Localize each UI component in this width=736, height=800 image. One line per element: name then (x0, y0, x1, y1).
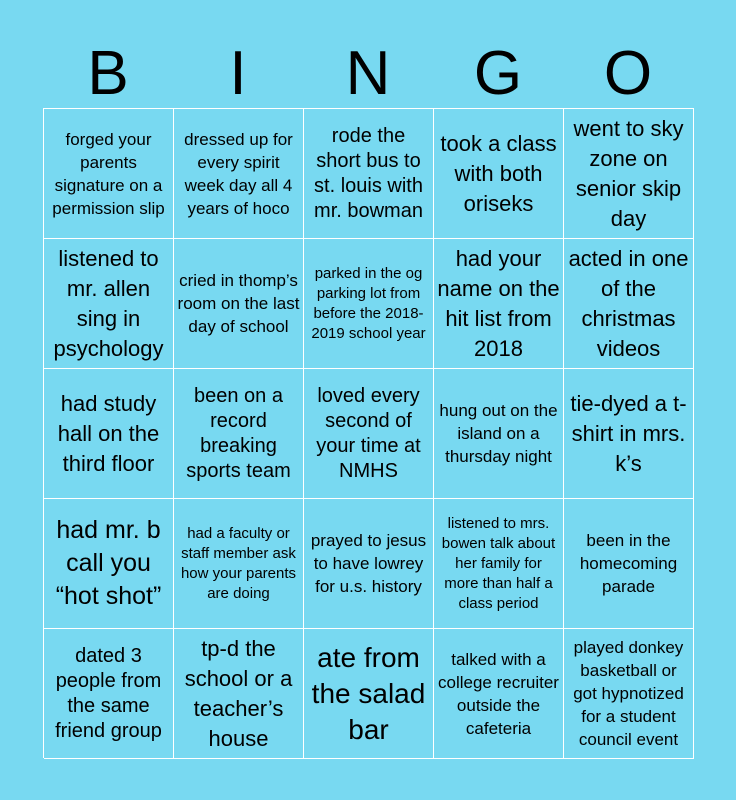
cell-text: parked in the og parking lot from before the 2018-2019 school year (311, 264, 426, 342)
cell-text: dated 3 people from the same friend group (55, 644, 162, 742)
bingo-cell-r1c5[interactable] (564, 109, 694, 239)
cell-text: been in the homecoming parade (579, 531, 678, 596)
bingo-cell-r2c1[interactable] (44, 239, 174, 369)
cell-text: loved every second of your time at NMHS (316, 384, 421, 482)
header-letter-i: I (229, 39, 247, 108)
bingo-cell-r5c5[interactable] (564, 629, 694, 759)
cell-text: went to sky zone on senior skip day (573, 115, 684, 231)
bingo-cell-r4c4[interactable] (434, 499, 564, 629)
bingo-header (43, 40, 693, 108)
cell-text: rode the short bus to st. louis with mr. bowman (314, 124, 423, 222)
bingo-cell-r3c1[interactable] (44, 369, 174, 499)
bingo-cell-r2c2[interactable] (174, 239, 304, 369)
bingo-cell-r5c4[interactable] (434, 629, 564, 759)
cell-text: prayed to jesus to have lowrey for u.s. history (310, 531, 427, 596)
cell-text: ate from the salad bar (311, 641, 426, 745)
cell-text: tie-dyed a t-shirt in mrs. k’s (570, 390, 687, 476)
cell-text: listened to mrs. bowen talk about her family for more than half a class period (441, 514, 556, 612)
bingo-cell-r1c2[interactable] (174, 109, 304, 239)
cell-text: had a faculty or staff member ask how your parents are doing (180, 524, 297, 602)
bingo-board (43, 108, 694, 758)
bingo-cell-r4c5[interactable] (564, 499, 694, 629)
cell-text: acted in one of the christmas videos (568, 245, 689, 361)
bingo-cell-r1c3[interactable] (304, 109, 434, 239)
cell-text: had mr. b call you “hot shot” (55, 516, 162, 610)
cell-text: had your name on the hit list from 2018 (437, 245, 560, 361)
cell-text: cried in thomp’s room on the last day of school (177, 271, 300, 336)
cell-text: talked with a college recruiter outside the cafeteria (438, 649, 559, 738)
bingo-cell-r2c5[interactable] (564, 239, 694, 369)
bingo-cell-r1c1[interactable] (44, 109, 174, 239)
bingo-cell-r4c3[interactable] (304, 499, 434, 629)
bingo-cell-r3c2[interactable] (174, 369, 304, 499)
bingo-cell-r4c2[interactable] (174, 499, 304, 629)
bingo-cell-r5c2[interactable] (174, 629, 304, 759)
bingo-cell-r2c3[interactable] (304, 239, 434, 369)
cell-text: listened to mr. allen sing in psychology (53, 245, 164, 361)
cell-text: had study hall on the third floor (57, 390, 160, 476)
header-letter-g: G (473, 39, 523, 108)
bingo-cell-r3c4[interactable] (434, 369, 564, 499)
cell-text: hung out on the island on a thursday night (439, 401, 558, 466)
cell-text: forged your parents signature on a permission slip (52, 129, 165, 218)
cell-text: took a class with both oriseks (440, 130, 557, 216)
cell-text: been on a record breaking sports team (186, 384, 291, 482)
cell-text: tp-d the school or a teacher’s house (184, 635, 293, 751)
bingo-cell-r5c1[interactable] (44, 629, 174, 759)
cell-text: played donkey basketball or got hypnotized for a student council event (573, 638, 684, 749)
bingo-cell-r3c3[interactable] (304, 369, 434, 499)
bingo-cell-r4c1[interactable] (44, 499, 174, 629)
header-letter-n: N (345, 39, 391, 108)
header-letter-o: O (603, 39, 653, 108)
bingo-cell-r2c4[interactable] (434, 239, 564, 369)
bingo-cell-r3c5[interactable] (564, 369, 694, 499)
bingo-cell-r5c3[interactable] (304, 629, 434, 759)
cell-text: dressed up for every spirit week day all 4 years of hoco (184, 129, 293, 218)
bingo-cell-r1c4[interactable] (434, 109, 564, 239)
header-letter-b: B (87, 39, 129, 108)
